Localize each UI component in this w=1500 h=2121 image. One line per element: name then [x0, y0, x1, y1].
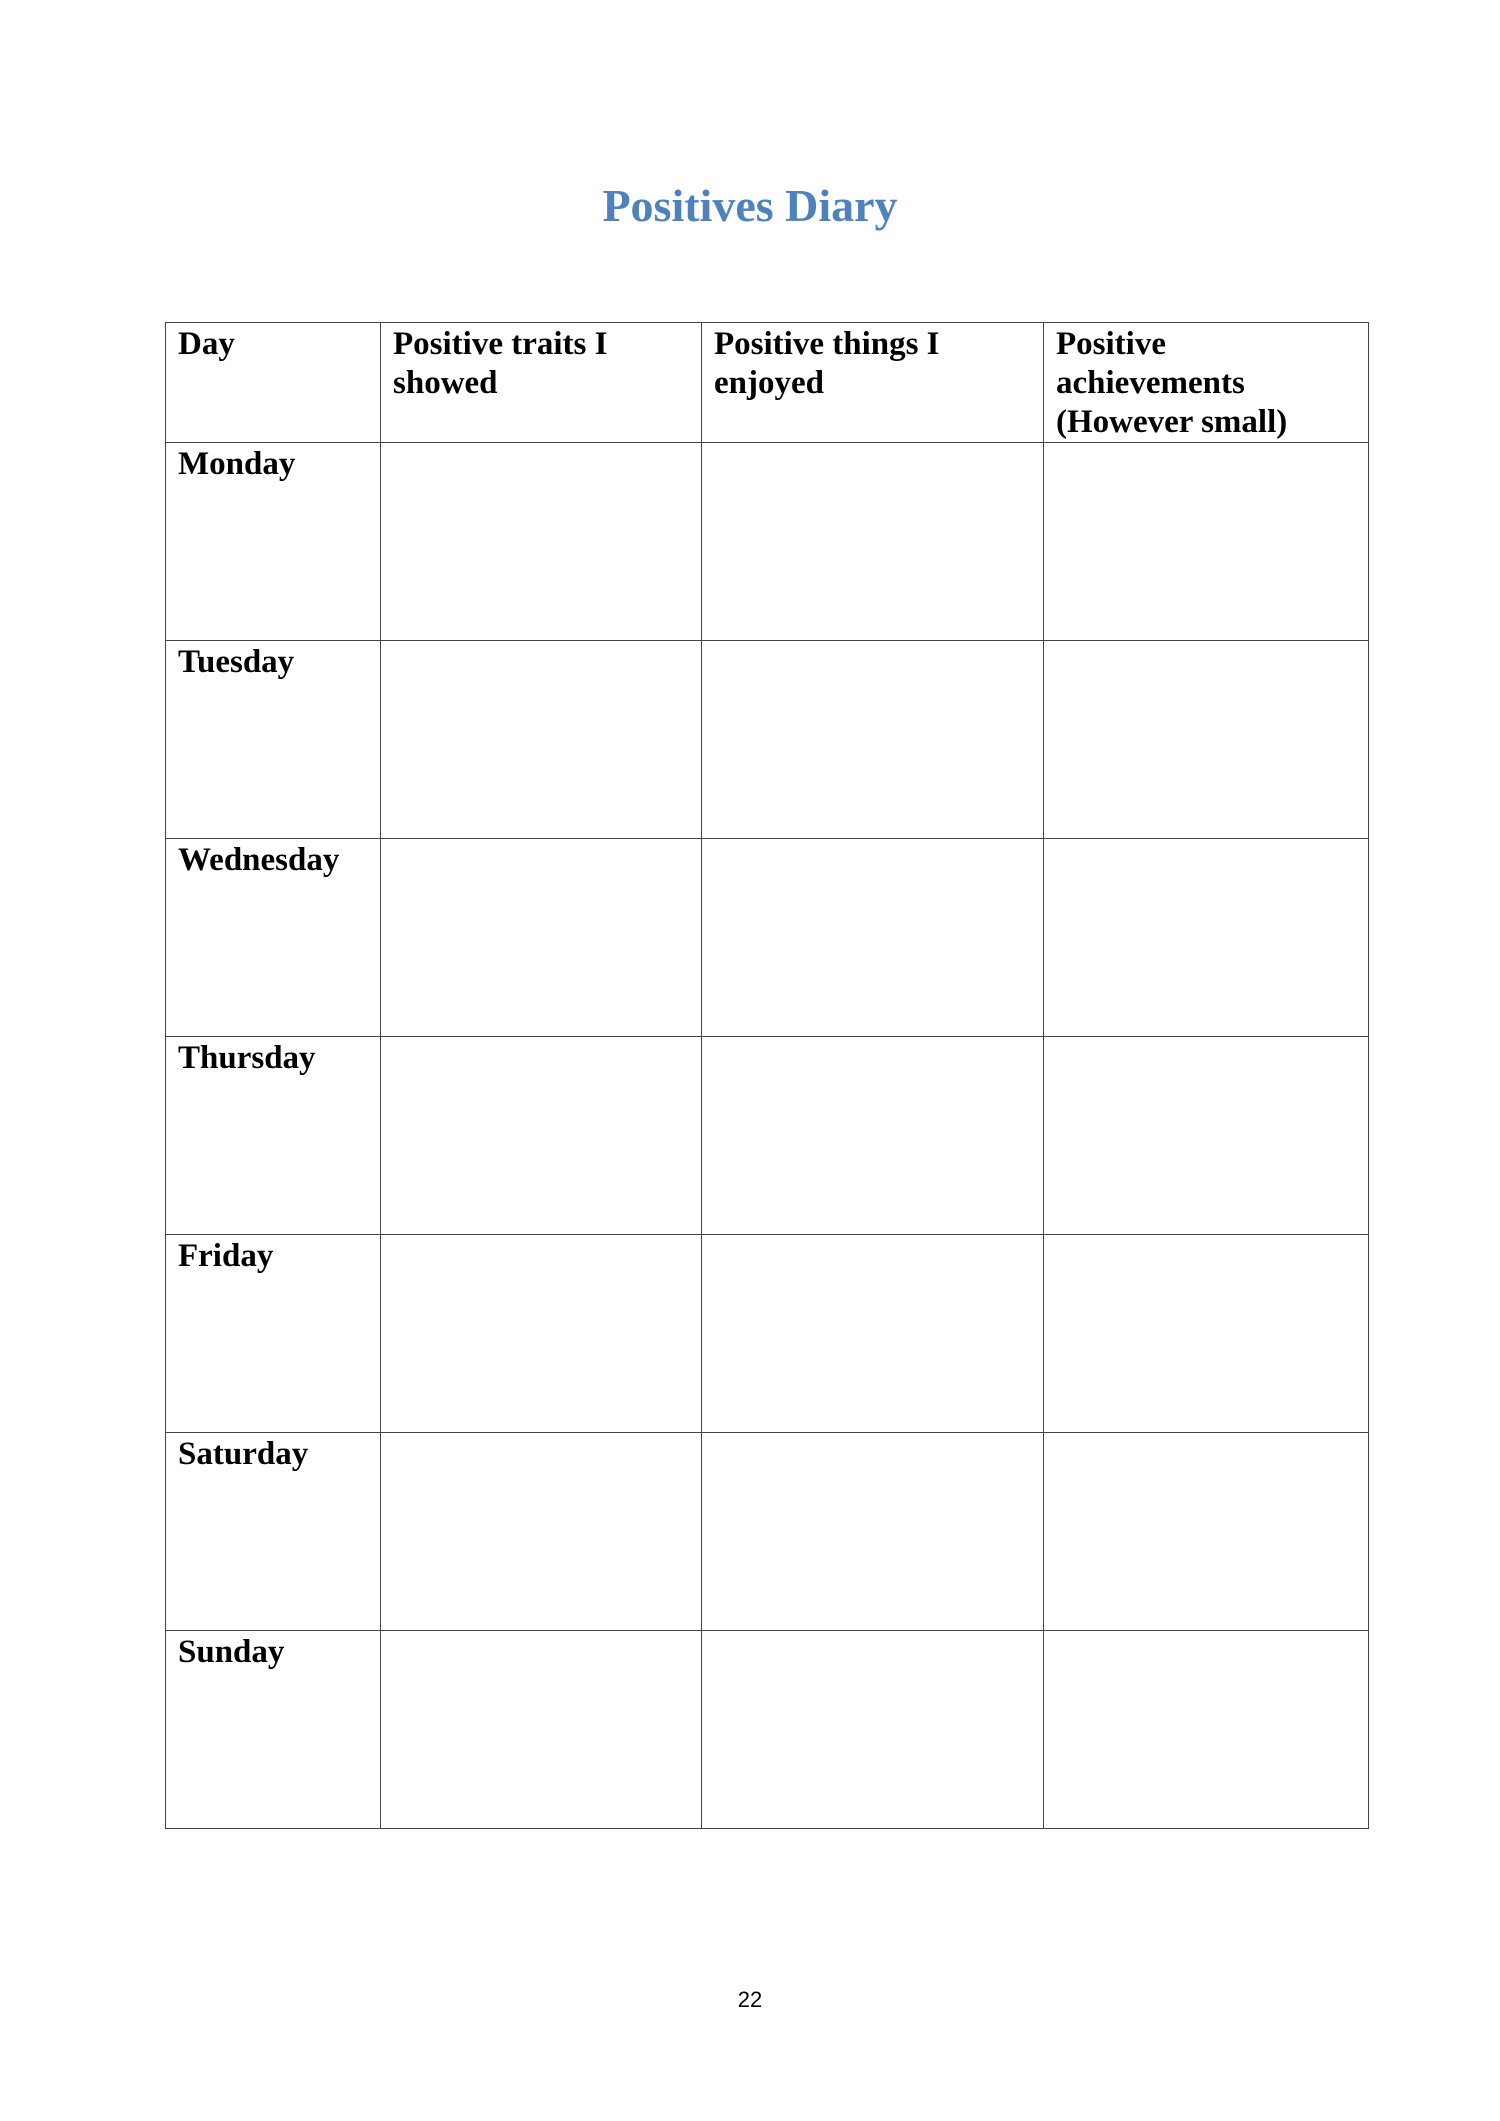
table-row-tuesday	[166, 641, 1369, 839]
table-row-saturday	[166, 1433, 1369, 1631]
table-row-monday	[166, 443, 1369, 641]
achievements-cell-tuesday[interactable]	[1044, 641, 1369, 839]
header-positive-traits: Positive traits I showed	[381, 323, 702, 443]
achievements-cell-saturday[interactable]	[1044, 1433, 1369, 1631]
day-label-thursday: Thursday	[166, 1037, 381, 1235]
day-label-tuesday: Tuesday	[166, 641, 381, 839]
things-cell-tuesday[interactable]	[702, 641, 1044, 839]
achievements-cell-monday[interactable]	[1044, 443, 1369, 641]
day-label-sunday: Sunday	[166, 1631, 381, 1829]
things-cell-monday[interactable]	[702, 443, 1044, 641]
traits-cell-monday[interactable]	[381, 443, 702, 641]
day-label-friday: Friday	[166, 1235, 381, 1433]
header-achievements-line1: Positive	[1056, 326, 1166, 362]
things-cell-friday[interactable]	[702, 1235, 1044, 1433]
day-label-wednesday: Wednesday	[166, 839, 381, 1037]
things-cell-sunday[interactable]	[702, 1631, 1044, 1829]
traits-cell-sunday[interactable]	[381, 1631, 702, 1829]
table-row-sunday	[166, 1631, 1369, 1829]
things-cell-thursday[interactable]	[702, 1037, 1044, 1235]
achievements-cell-thursday[interactable]	[1044, 1037, 1369, 1235]
traits-cell-wednesday[interactable]	[381, 839, 702, 1037]
traits-cell-friday[interactable]	[381, 1235, 702, 1433]
day-label-monday: Monday	[166, 443, 381, 641]
header-positive-things: Positive things I enjoyed	[702, 323, 1044, 443]
header-day: Day	[166, 323, 381, 443]
traits-cell-thursday[interactable]	[381, 1037, 702, 1235]
things-cell-wednesday[interactable]	[702, 839, 1044, 1037]
header-positive-achievements	[1044, 323, 1369, 443]
things-cell-saturday[interactable]	[702, 1433, 1044, 1631]
header-achievements-line3: (However small)	[1056, 404, 1288, 440]
page-title: Positives Diary	[602, 180, 898, 231]
achievements-cell-wednesday[interactable]	[1044, 839, 1369, 1037]
achievements-cell-friday[interactable]	[1044, 1235, 1369, 1433]
table-row-wednesday	[166, 839, 1369, 1037]
day-label-saturday: Saturday	[166, 1433, 381, 1631]
traits-cell-saturday[interactable]	[381, 1433, 702, 1631]
table-header-row	[166, 323, 1369, 443]
table-row-thursday	[166, 1037, 1369, 1235]
achievements-cell-sunday[interactable]	[1044, 1631, 1369, 1829]
page-number: 22	[737, 1987, 763, 2012]
table-row-friday	[166, 1235, 1369, 1433]
positives-diary-table	[165, 322, 1369, 1829]
header-achievements-line2: achievements	[1056, 365, 1245, 401]
traits-cell-tuesday[interactable]	[381, 641, 702, 839]
